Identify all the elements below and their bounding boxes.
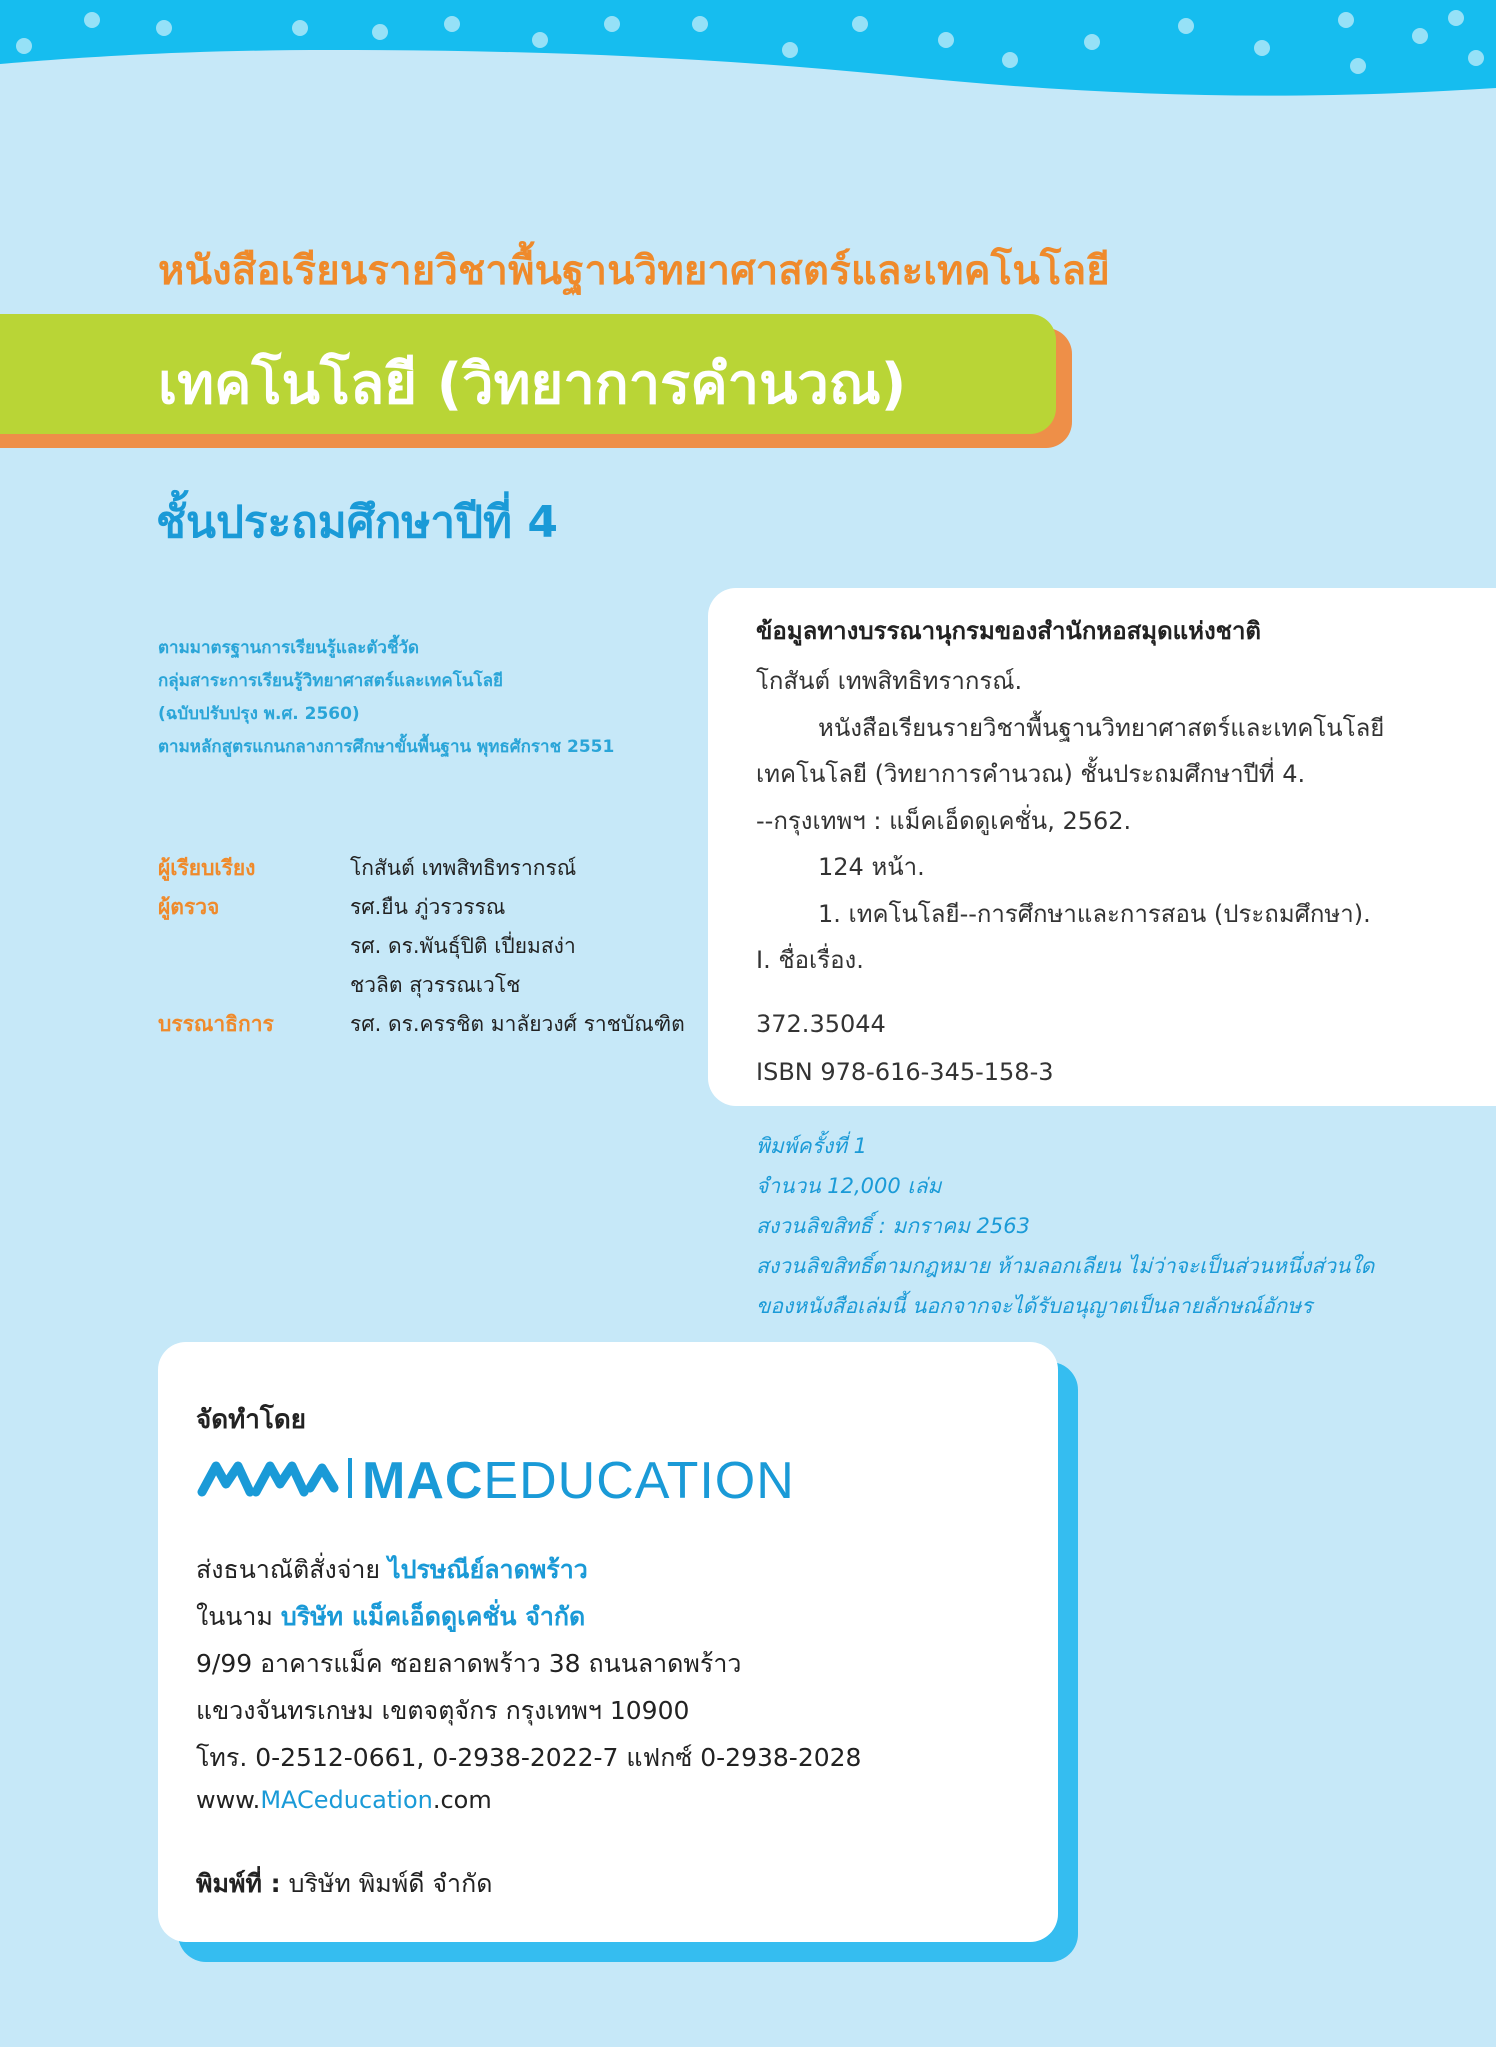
- standards-line: ตามหลักสูตรแกนกลางการศึกษาขั้นพื้นฐาน พุทธศักราช 2551: [158, 737, 615, 757]
- cip-heading: ข้อมูลทางบรรณานุกรมของสำนักหอสมุดแห่งชาติ: [756, 617, 1262, 645]
- credit-role-editor: บรรณาธิการ: [158, 1012, 274, 1036]
- web-prefix: www.: [196, 1786, 261, 1814]
- credit-role-author: ผู้เรียบเรียง: [158, 856, 256, 880]
- cip-isbn: ISBN 978-616-345-158-3: [756, 1058, 1054, 1086]
- logo-wordmark: [362, 1451, 795, 1511]
- web-suffix: .com: [432, 1786, 492, 1814]
- credit-role-reviewer: ผู้ตรวจ: [158, 895, 220, 919]
- cip-line: I. ชื่อเรื่อง.: [756, 946, 864, 974]
- money-order-line: [196, 1550, 588, 1590]
- money-order-value: ไปรษณีย์ลาดพร้าว: [388, 1555, 588, 1584]
- credit-name-editor: รศ. ดร.ครรชิต มาลัยวงศ์ ราชบัณฑิต: [350, 1012, 685, 1036]
- payee-value: บริษัท แม็คเอ็ดดูเคชั่น จำกัด: [280, 1602, 586, 1631]
- printing-line: จำนวน 12,000 เล่ม: [756, 1174, 942, 1198]
- payee-line: [196, 1597, 585, 1637]
- standards-block: [158, 632, 614, 764]
- website-link[interactable]: [196, 1786, 492, 1814]
- cip-line: 124 หน้า.: [818, 853, 925, 881]
- cip-line: --กรุงเทพฯ : แม็คเอ็ดดูเคชั่น, 2562.: [756, 807, 1132, 835]
- printing-line: ของหนังสือเล่มนี้ นอกจากจะได้รับอนุญาตเป็นลายลักษณ์อักษร: [756, 1294, 1313, 1318]
- mac-logo-icon: [196, 1458, 342, 1498]
- top-wave-decoration: [0, 0, 1496, 110]
- phone-line: โทร. 0-2512-0661, 0-2938-2022-7 แฟกซ์ 0-2938-2028: [196, 1743, 862, 1772]
- payee-label: ในนาม: [196, 1602, 281, 1631]
- credit-name-reviewer: รศ. ดร.พันธุ์ปิติ เปี่ยมสง่า: [350, 934, 576, 958]
- standards-line: กลุ่มสาระการเรียนรู้วิทยาศาสตร์และเทคโนโลยี: [158, 671, 504, 691]
- printer-line: [196, 1864, 492, 1904]
- printer-label: พิมพ์ที่ :: [196, 1869, 281, 1898]
- cip-line: 1. เทคโนโลยี--การศึกษาและการสอน (ประถมศึกษา).: [818, 900, 1371, 928]
- series-title: หนังสือเรียนรายวิชาพื้นฐานวิทยาศาสตร์และเทคโนโลยี: [158, 248, 1110, 294]
- logo-separator: [348, 1458, 352, 1498]
- web-brand: MACeducation: [260, 1786, 433, 1814]
- printing-line: สงวนลิขสิทธิ์ : มกราคม 2563: [756, 1214, 1030, 1238]
- printing-line: สงวนลิขสิทธิ์ตามกฎหมาย ห้ามลอกเลียน ไม่ว่าจะเป็นส่วนหนึ่งส่วนใด: [756, 1254, 1375, 1278]
- printer-value: บริษัท พิมพ์ดี จำกัด: [280, 1869, 493, 1898]
- cip-line: เทคโนโลยี (วิทยาการคำนวณ) ชั้นประถมศึกษาปีที่ 4.: [756, 760, 1306, 788]
- grade-level: ชั้นประถมศึกษาปีที่ 4: [156, 497, 558, 548]
- printing-line: พิมพ์ครั้งที่ 1: [756, 1134, 867, 1158]
- address-line-1: 9/99 อาคารแม็ค ซอยลาดพร้าว 38 ถนนลาดพร้าว: [196, 1649, 742, 1678]
- credit-name-author: โกสันต์ เทพสิทธิทรากรณ์: [350, 856, 577, 880]
- cip-line: หนังสือเรียนรายวิชาพื้นฐานวิทยาศาสตร์และเทคโนโลยี: [818, 714, 1385, 742]
- address-line-2: แขวงจันทรเกษม เขตจตุจักร กรุงเทพฯ 10900: [196, 1696, 690, 1725]
- money-order-label: ส่งธนาณัติสั่งจ่าย: [196, 1555, 389, 1584]
- standards-line: ตามมาตรฐานการเรียนรู้และตัวชี้วัด: [158, 638, 420, 658]
- book-title: เทคโนโลยี (วิทยาการคำนวณ): [158, 352, 907, 417]
- credit-name-reviewer: รศ.ยืน ภู่วรวรรณ: [350, 895, 506, 919]
- cip-classification: 372.35044: [756, 1010, 886, 1038]
- credit-name-reviewer: ชวลิต สุวรรณเวโช: [350, 973, 521, 997]
- logo-wordmark-light: EDUCATION: [483, 1452, 795, 1510]
- printing-info: [756, 1126, 1374, 1326]
- made-by-label: จัดทำโดย: [196, 1405, 306, 1435]
- cip-line: โกสันต์ เทพสิทธิทรากรณ์.: [756, 667, 1023, 695]
- logo-wordmark-bold: MAC: [362, 1452, 484, 1510]
- standards-line: (ฉบับปรับปรุง พ.ศ. 2560): [158, 704, 360, 724]
